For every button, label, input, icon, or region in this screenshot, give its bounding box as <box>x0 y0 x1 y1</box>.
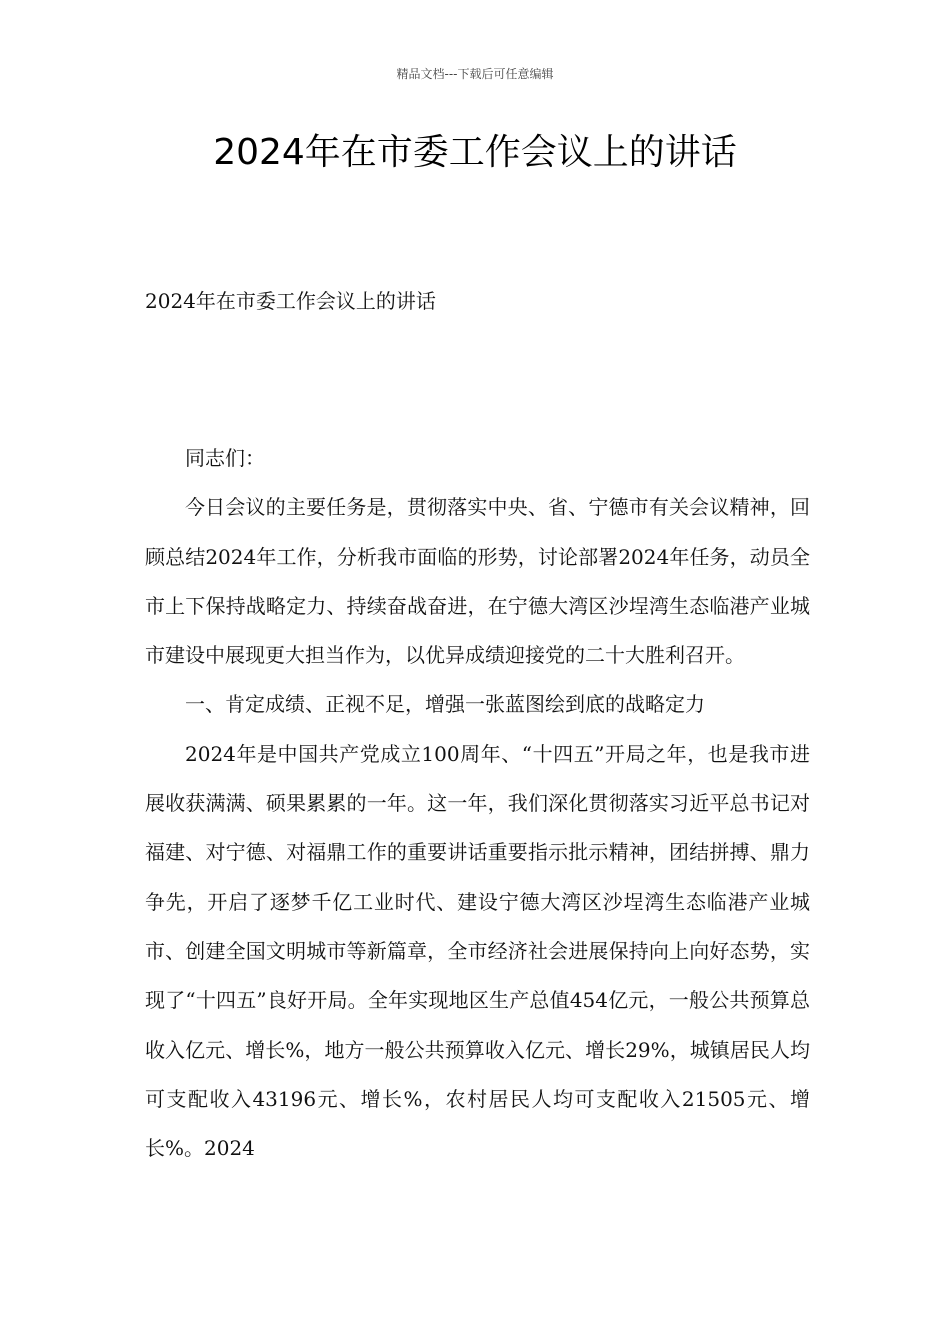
section-heading: 一、肯定成绩、正视不足，增强一张蓝图绘到底的战略定力 <box>185 692 705 717</box>
document-subtitle: 2024年在市委工作会议上的讲话 <box>145 289 436 313</box>
document-body <box>145 434 810 1173</box>
page-header-note: 精品文档---下载后可任意编辑 <box>396 67 554 81</box>
salutation-paragraph: 同志们： <box>185 446 265 470</box>
document-title: 2024年在市委工作会议上的讲话 <box>213 132 737 173</box>
body-paragraph: 2024年是中国共产党成立100周年、“十四五”开局之年，也是我市进展收获满满、硕果累累的一年。这一年，我们深化贯彻落实习近平总书记对福建、对宁德、对福鼎工作的重要讲话重要指示批示精神，团结拼搏、鼎力争先，开启了逐梦千亿工业时代、建设宁德大湾区沙埕湾生态临港产业城市、创建全国文明城市等新篇章，全市经济社会进展保持向上向好态势，实现了“十四五”良好开局。全年实现地区生产总值454亿元，一般公共预算总收入亿元、增长%，地方一般公共预算收入亿元、增长29%，城镇居民人均可支配收入43196元、增长%，农村居民人均可支配收入21505元、增长%。2024 <box>145 741 810 1161</box>
intro-paragraph: 今日会议的主要任务是，贯彻落实中央、省、宁德市有关会议精神，回顾总结2024年工作，分析我市面临的形势，讨论部署2024年任务，动员全市上下保持战略定力、持续奋战奋进，在宁德大湾区沙埕湾生态临港产业城市建设中展现更大担当作为，以优异成绩迎接党的二十大胜利召开。 <box>145 495 810 668</box>
